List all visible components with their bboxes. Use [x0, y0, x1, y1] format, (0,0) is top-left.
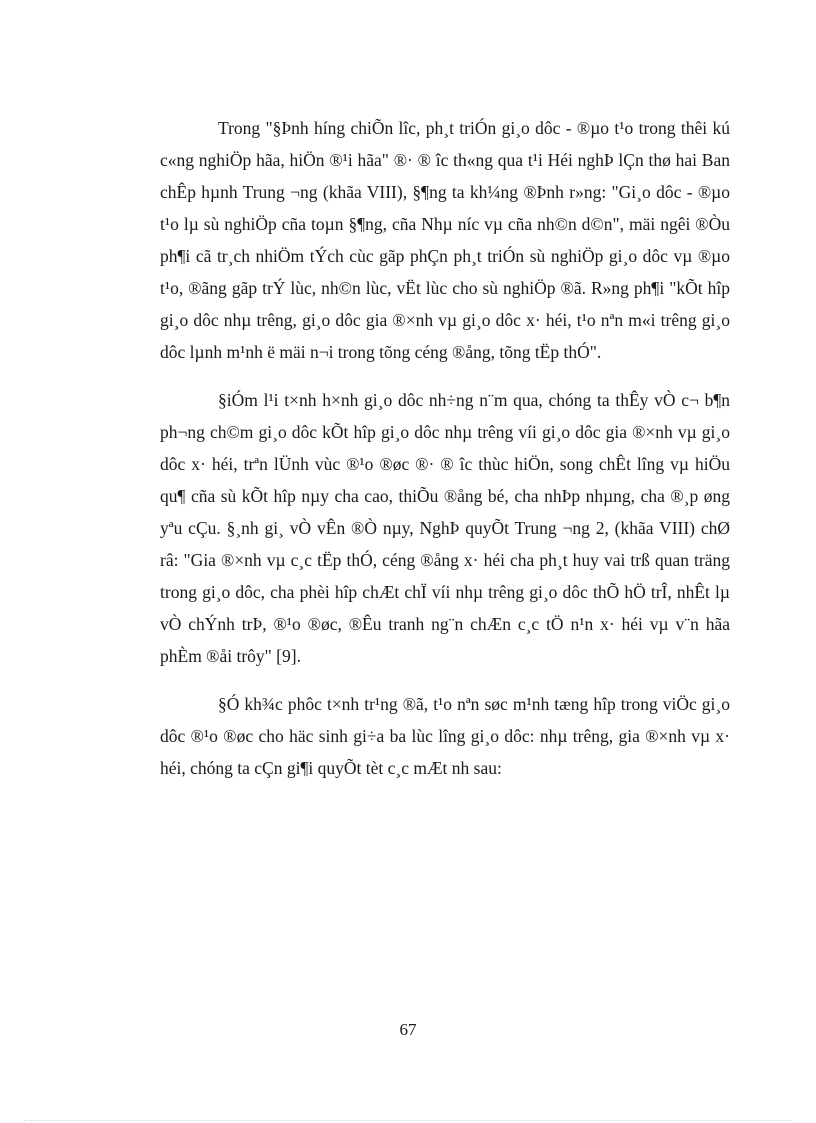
page-number: 67	[399, 1020, 417, 1039]
paragraph-2: §iÓm l¹i t×nh h×nh gi¸o dôc nh÷ng n¨m qua, chóng ta thÊy vÒ c¬ b¶n ph¬ng ch©m gi¸o dôc kÕt hîp gi¸o dôc nhµ trêng víi gi¸o dôc gia ®×nh vµ gi¸o dôc x· héi, trªn lÜnh vùc ®¹o ®øc ®· ® îc thùc hiÖn, song chÊt lîng vµ hiÖu qu¶ cña sù kÕt hîp nµy cha cao, thiÕu ®ång bé, cha nhÞp nhµng, cha ®¸p øng yªu cÇu. §¸nh gi¸ vÒ vÊn ®Ò nµy, NghÞ quyÕt Trung ¬ng 2, (khãa VIII) chØ râ: "Gia ®×nh vµ c¸c tËp thÓ, céng ®ång x· héi cha ph¸t huy vai trß quan träng trong gi¸o dôc, cha phèi hîp chÆt chÏ víi nhµ trêng gi¸o dôc thÕ hÖ trÎ, nhÊt lµ vÒ chÝnh trÞ, ®¹o ®øc, ®Êu tranh ng¨n chÆn c¸c tÖ n¹n x· héi vµ v¨n hãa phÈm ®åi trôy" [9].	[160, 390, 730, 666]
paragraph-3: §Ó kh¾c phôc t×nh tr¹ng ®ã, t¹o nªn søc m¹nh tæng hîp trong viÖc gi¸o dôc ®¹o ®øc cho häc sinh gi÷a ba lùc lîng gi¸o dôc: nhµ trêng, gia ®×nh vµ x· héi, chóng ta cÇn gi¶i quyÕt tèt c¸c mÆt nh sau:	[160, 694, 730, 778]
body-text	[160, 112, 730, 800]
page-bottom-divider	[24, 1120, 792, 1121]
paragraph-1: Trong "§Þnh híng chiÕn lîc, ph¸t triÓn gi¸o dôc - ®µo t¹o trong thêi kú c«ng nghiÖp hãa, hiÖn ®¹i hãa" ®· ® îc th«ng qua t¹i Héi nghÞ lÇn thø hai Ban chÊp hµnh Trung ¬ng (khãa VIII), §¶ng ta kh¼ng ®Þnh r»ng: "Gi¸o dôc - ®µo t¹o lµ sù nghiÖp cña toµn §¶ng, cña Nhµ níc vµ cña nh©n d©n", mäi ngêi ®Òu ph¶i cã tr¸ch nhiÖm tÝch cùc gãp phÇn ph¸t triÓn sù nghiÖp gi¸o dôc vµ ®µo t¹o, ®ãng gãp trÝ lùc, nh©n lùc, vËt lùc cho sù nghiÖp ®ã. R»ng ph¶i "kÕt hîp gi¸o dôc nhµ trêng, gi¸o dôc gia ®×nh vµ gi¸o dôc x· héi, t¹o nªn m«i trêng gi¸o dôc lµnh m¹nh ë mäi n¬i trong tõng céng ®ång, tõng tËp thÓ".	[160, 118, 730, 362]
